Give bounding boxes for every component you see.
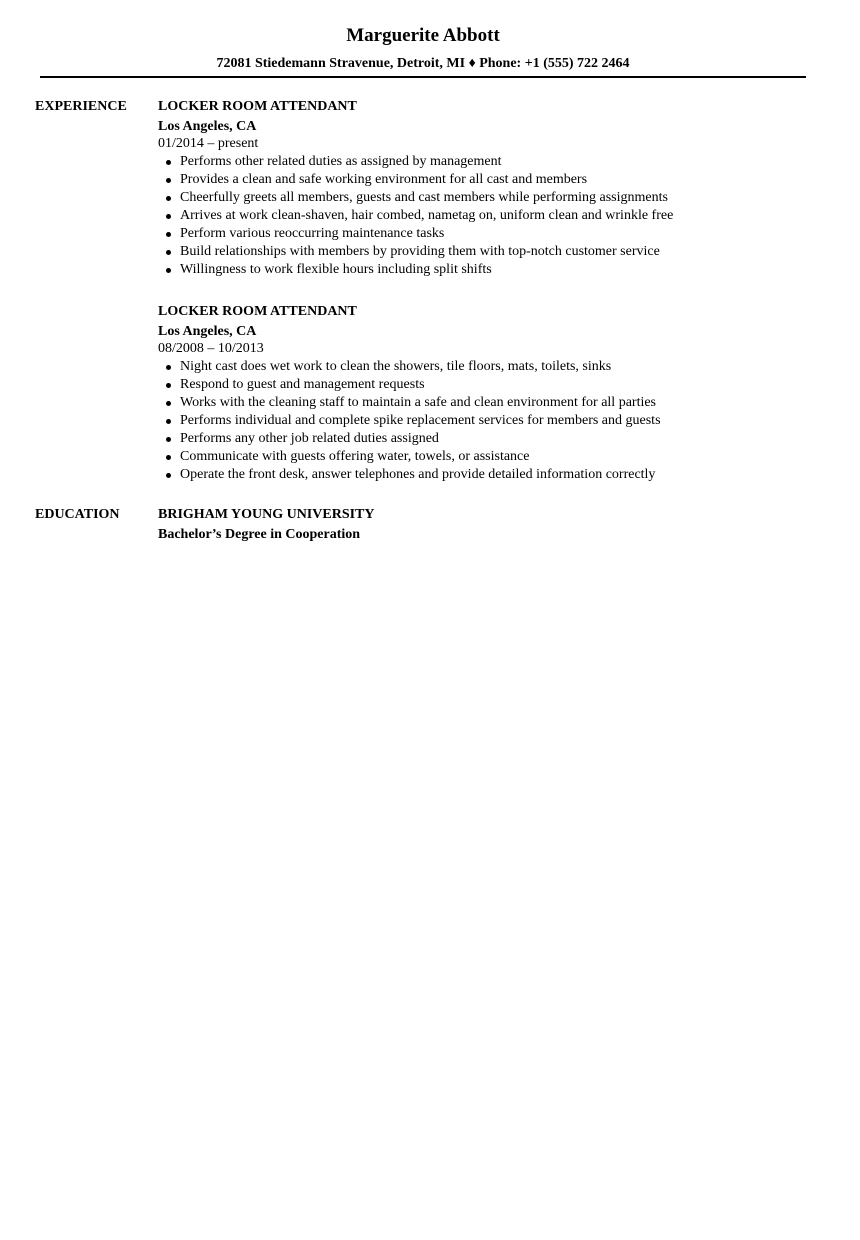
list-item bbox=[158, 153, 818, 171]
list-item bbox=[158, 430, 818, 448]
section-label-experience: EXPERIENCE bbox=[35, 99, 127, 114]
list-item bbox=[158, 243, 818, 261]
list-item bbox=[158, 225, 818, 243]
list-item bbox=[158, 394, 818, 412]
contact-line: 72081 Stiedemann Stravenue, Detroit, MI ♦ Phone: +1 (555) 722 2464 bbox=[216, 56, 630, 71]
section-label-education: EDUCATION bbox=[35, 507, 120, 522]
degree-title: Bachelor’s Degree in Cooperation bbox=[158, 527, 361, 542]
job-duties-list bbox=[158, 153, 818, 279]
job-title: LOCKER ROOM ATTENDANT bbox=[158, 99, 357, 114]
duty-text: Provides a clean and safe working environment for all cast and members bbox=[180, 172, 588, 187]
bullet-icon bbox=[166, 214, 171, 219]
bullet-icon bbox=[166, 365, 171, 370]
duty-text: Cheerfully greets all members, guests and cast members while performing assignments bbox=[180, 190, 668, 205]
bullet-icon bbox=[166, 473, 171, 478]
job-entry bbox=[158, 98, 818, 279]
experience-body bbox=[158, 98, 818, 508]
bullet-icon bbox=[166, 178, 171, 183]
list-item bbox=[158, 207, 818, 225]
bullet-icon bbox=[166, 401, 171, 406]
list-item bbox=[158, 189, 818, 207]
duty-text: Communicate with guests offering water, towels, or assistance bbox=[180, 449, 530, 464]
list-item bbox=[158, 376, 818, 394]
job-location: Los Angeles, CA bbox=[158, 324, 257, 339]
job-dates: 08/2008 – 10/2013 bbox=[158, 341, 264, 356]
duty-text: Performs any other job related duties assigned bbox=[180, 431, 439, 446]
header-divider bbox=[40, 76, 806, 78]
list-item bbox=[158, 412, 818, 430]
bullet-icon bbox=[166, 250, 171, 255]
bullet-icon bbox=[166, 232, 171, 237]
list-item bbox=[158, 358, 818, 376]
bullet-icon bbox=[166, 383, 171, 388]
resume-header bbox=[40, 22, 806, 73]
bullet-icon bbox=[166, 455, 171, 460]
bullet-icon bbox=[166, 268, 171, 273]
list-item bbox=[158, 466, 818, 484]
duty-text: Arrives at work clean-shaven, hair combed, nametag on, uniform clean and wrinkle free bbox=[180, 208, 674, 223]
bullet-icon bbox=[166, 437, 171, 442]
bullet-icon bbox=[166, 419, 171, 424]
job-location: Los Angeles, CA bbox=[158, 119, 257, 134]
duty-text: Night cast does wet work to clean the showers, tile floors, mats, toilets, sinks bbox=[180, 359, 612, 374]
job-duties-list bbox=[158, 358, 818, 484]
bullet-icon bbox=[166, 160, 171, 165]
duty-text: Willingness to work flexible hours including split shifts bbox=[180, 262, 492, 277]
list-item bbox=[158, 448, 818, 466]
duty-text: Performs other related duties as assigned by management bbox=[180, 154, 502, 169]
list-item bbox=[158, 261, 818, 279]
duty-text: Performs individual and complete spike replacement services for members and guests bbox=[180, 413, 661, 428]
school-name: BRIGHAM YOUNG UNIVERSITY bbox=[158, 507, 375, 522]
candidate-name: Marguerite Abbott bbox=[346, 25, 500, 46]
job-entry bbox=[158, 303, 818, 484]
duty-text: Perform various reoccurring maintenance tasks bbox=[180, 226, 445, 241]
job-title: LOCKER ROOM ATTENDANT bbox=[158, 304, 357, 319]
job-dates: 01/2014 – present bbox=[158, 136, 259, 151]
duty-text: Works with the cleaning staff to maintain a safe and clean environment for all parties bbox=[180, 395, 657, 410]
duty-text: Operate the front desk, answer telephones and provide detailed information correctly bbox=[180, 467, 656, 482]
duty-text: Build relationships with members by providing them with top-notch customer service bbox=[180, 244, 660, 259]
education-body bbox=[158, 506, 818, 544]
list-item bbox=[158, 171, 818, 189]
duty-text: Respond to guest and management requests bbox=[180, 377, 425, 392]
bullet-icon bbox=[166, 196, 171, 201]
